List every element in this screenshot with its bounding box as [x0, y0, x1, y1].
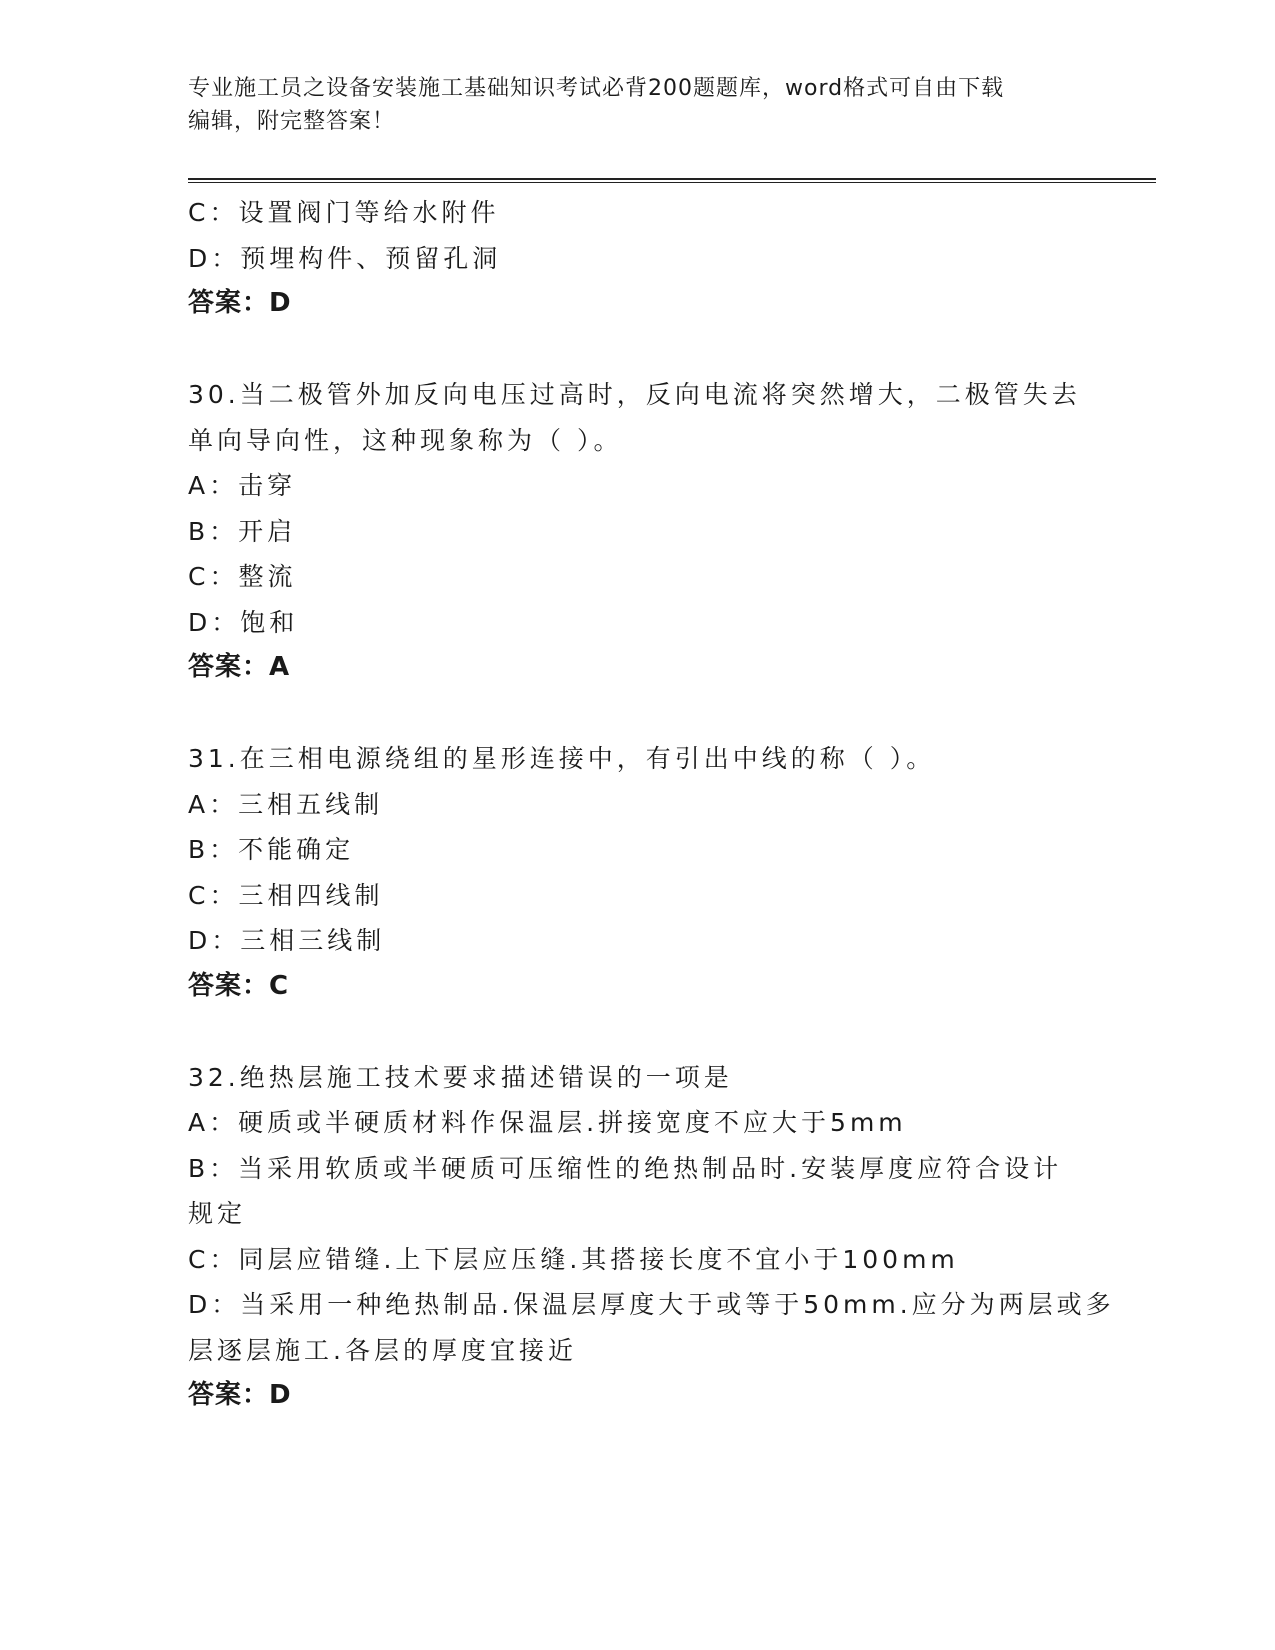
question-fragment-29 [188, 190, 1088, 327]
question-stem: 32.绝热层施工技术要求描述错误的一项是 [188, 1062, 733, 1092]
option-d: D：当采用一种绝热制品.保温层厚度大于或等于50mm.应分为两层或多 [188, 1290, 1115, 1319]
answer-label: 答案：A [188, 652, 291, 682]
option-a: A：三相五线制 [188, 789, 384, 819]
header-line-2: 编辑，附完整答案！ [188, 109, 396, 134]
answer-label: 答案：C [188, 970, 290, 1001]
option-b-continued: 规定 [188, 1199, 247, 1228]
option-b: B：当采用软质或半硬质可压缩性的绝热制品时.安装厚度应符合设计 [188, 1153, 1063, 1183]
question-stem-continued: 单向导向性，这种现象称为（ ）。 [188, 425, 623, 455]
question-stem: 31.在三相电源绕组的星形连接中，有引出中线的称（ ）。 [188, 744, 936, 773]
option-d: D：预埋构件、预留孔洞 [188, 243, 502, 273]
question-31 [188, 736, 1088, 1009]
header-divider [188, 178, 1156, 183]
option-b: B：开启 [188, 516, 297, 546]
spacer [188, 327, 1088, 373]
option-c: C：设置阀门等给水附件 [188, 198, 500, 227]
question-list [188, 190, 1115, 1419]
option-a: A：硬质或半硬质材料作保温层.拼接宽度不应大于5mm [188, 1108, 907, 1137]
question-30 [188, 372, 1088, 691]
document-header [188, 72, 1068, 138]
option-c: C：三相四线制 [188, 880, 384, 910]
option-b: B：不能确定 [188, 835, 355, 864]
option-d: D：三相三线制 [188, 926, 386, 955]
spacer [188, 1009, 1088, 1055]
option-d-continued: 层逐层施工.各层的厚度宜接近 [188, 1335, 577, 1365]
answer-label: 答案：D [188, 288, 292, 318]
option-a: A：击穿 [188, 471, 297, 500]
header-line-1: 专业施工员之设备安装施工基础知识考试必背200题题库，word格式可自由下载 [188, 76, 1005, 101]
option-d: D：饱和 [188, 607, 299, 637]
question-stem: 30.当二极管外加反向电压过高时，反向电流将突然增大，二极管失去 [188, 380, 1081, 409]
spacer [188, 691, 1088, 737]
option-c: C：同层应错缝.上下层应压缝.其搭接长度不宜小于100mm [188, 1244, 959, 1274]
option-c: C：整流 [188, 562, 297, 591]
question-32 [188, 1055, 1115, 1419]
answer-label: 答案：D [188, 1380, 292, 1410]
